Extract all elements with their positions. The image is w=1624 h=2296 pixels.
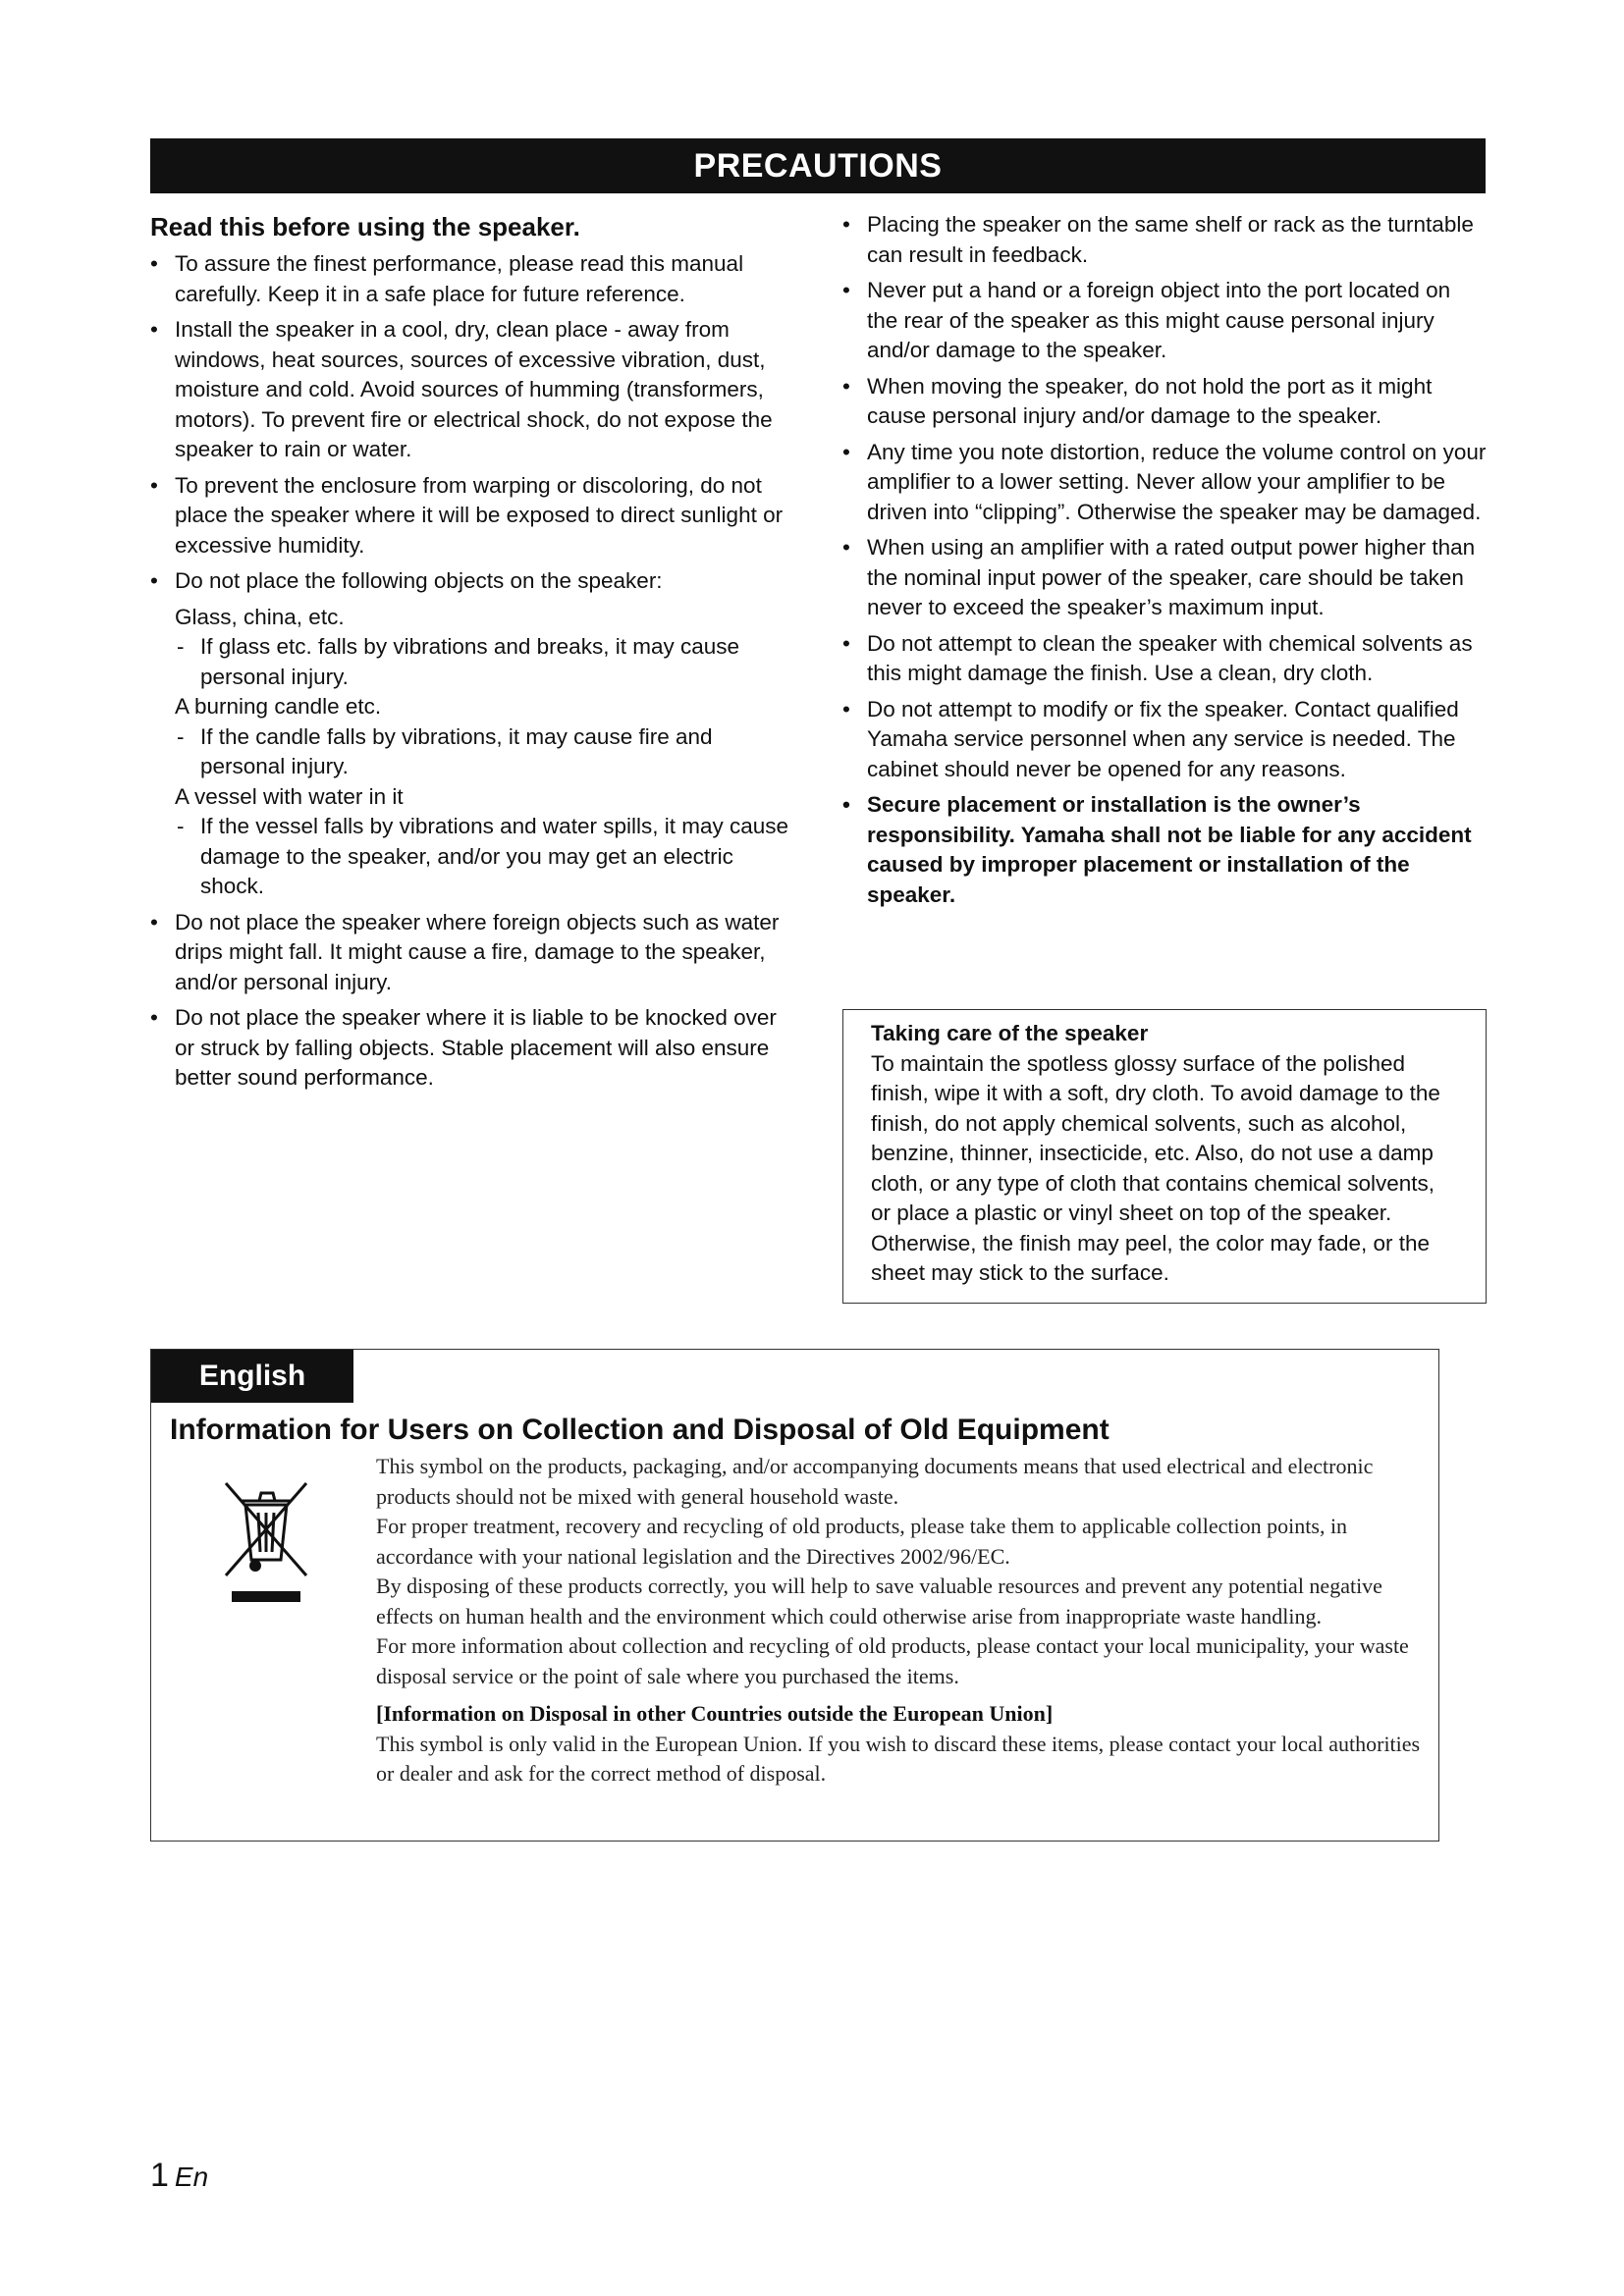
object-label: A vessel with water in it xyxy=(175,783,404,809)
weee-subheading: [Information on Disposal in other Countries outside the European Union] xyxy=(376,1701,1054,1726)
object-note: - If the vessel falls by vibrations and water spills, it may cause damage to the speaker, and/or you may get an electric shock. xyxy=(150,812,798,902)
precaution-item: • Install the speaker in a cool, dry, clean place - away from windows, heat sources, sources of excessive vibration, dust, moisture and cold. Avoid sources of humming (transformers, motors). To prevent fire or electrical shock, do not expose the speaker to rain or water. xyxy=(150,315,798,465)
weee-paragraph: For proper treatment, recovery and recycling of old products, please take them to applicable collection points, in accordance with your national legislation and the Directives 2002/96/EC. xyxy=(376,1514,1348,1569)
precaution-item: • To assure the finest performance, please read this manual carefully. Keep it in a safe place for future reference. xyxy=(150,249,798,309)
precaution-item: • When moving the speaker, do not hold the port as it might cause personal injury and/or damage to the speaker. xyxy=(842,372,1487,432)
precaution-item: • Never put a hand or a foreign object into the port located on the rear of the speaker as this might cause personal injury and/or damage to the speaker. xyxy=(842,276,1487,366)
care-box-body: To maintain the spotless glossy surface of the polished finish, wipe it with a soft, dry cloth. To avoid damage to the finish, do not apply chemical solvents, such as alcohol, benzine, thinner, insecticide, etc. Also, do not use a damp cloth, or any type of cloth that contains chemical solvents, or place a plastic or vinyl sheet on top of the speaker. Otherwise, the finish may peel, the color may fade, or the sheet may stick to the surface. xyxy=(871,1050,1440,1285)
precaution-item: • Do not place the speaker where foreign objects such as water drips might fall. It might cause a fire, damage to the speaker, and/or personal injury. xyxy=(150,908,798,998)
weee-disposal-box xyxy=(150,1349,1439,1842)
weee-paragraph: This symbol is only valid in the European Union. If you wish to discard these items, please contact your local authorities or dealer and ask for the correct method of disposal. xyxy=(376,1731,1421,1786)
precaution-item: • Do not attempt to clean the speaker with chemical solvents as this might damage the finish. Use a clean, dry cloth. xyxy=(842,629,1487,689)
precaution-item: • Placing the speaker on the same shelf or rack as the turntable can result in feedback. xyxy=(842,210,1487,270)
object-label: A burning candle etc. xyxy=(175,694,382,719)
left-column xyxy=(150,210,798,1099)
object-note: - If the candle falls by vibrations, it may cause fire and personal injury. xyxy=(150,722,798,782)
precaution-item: • Do not attempt to modify or fix the speaker. Contact qualified Yamaha service personnel when any service is needed. The cabinet should never be opened for any reasons. xyxy=(842,695,1487,785)
object-label: Glass, china, etc. xyxy=(175,604,345,629)
care-box-title: Taking care of the speaker xyxy=(871,1021,1149,1045)
precaution-item: • Any time you note distortion, reduce the volume control on your amplifier to a lower setting. Never allow your amplifier to be driven into “clipping”. Otherwise the speaker may be damaged. xyxy=(842,438,1487,528)
page-number: 1 xyxy=(150,2157,169,2194)
precaution-item: • Do not place the speaker where it is liable to be knocked over or struck by falling objects. Stable placement will also ensure better sound performance. xyxy=(150,1003,798,1094)
liability-notice: • Secure placement or installation is the owner’s responsibility. Yamaha shall not be liable for any accident caused by improper placement or installation of the speaker. xyxy=(842,790,1487,910)
page-language: En xyxy=(174,2162,209,2192)
weee-paragraph: By disposing of these products correctly, you will help to save valuable resources and prevent any potential negative effects on human health and the environment which could otherwise arise from inappropriate waste handling. xyxy=(376,1574,1382,1629)
weee-paragraph: For more information about collection and recycling of old products, please contact your local municipality, your waste disposal service or the point of sale where you purchased the items. xyxy=(376,1633,1409,1688)
language-tab: English xyxy=(151,1350,353,1403)
right-column xyxy=(842,210,1487,916)
precaution-item: • When using an amplifier with a rated output power higher than the nominal input power of the speaker, care should be taken never to exceed the speaker’s maximum input. xyxy=(842,533,1487,623)
weee-text xyxy=(376,1452,1427,1789)
crossed-out-wheelie-bin-icon xyxy=(222,1477,310,1610)
object-note: - If glass etc. falls by vibrations and breaks, it may cause personal injury. xyxy=(150,632,798,692)
weee-paragraph: This symbol on the products, packaging, and/or accompanying documents means that used electrical and electronic products should not be mixed with general household waste. xyxy=(376,1454,1374,1509)
precaution-item-objects xyxy=(150,566,798,597)
care-box xyxy=(842,1009,1487,1304)
section-banner: PRECAUTIONS xyxy=(150,138,1486,193)
precaution-item: • To prevent the enclosure from warping or discoloring, do not place the speaker where it will be exposed to direct sunlight or excessive humidity. xyxy=(150,471,798,561)
weee-heading: Information for Users on Collection and Disposal of Old Equipment xyxy=(170,1414,1110,1446)
objects-intro: • Do not place the following objects on the speaker: xyxy=(175,568,663,593)
page-footer xyxy=(150,2156,208,2197)
read-before-heading: Read this before using the speaker. xyxy=(150,212,580,241)
